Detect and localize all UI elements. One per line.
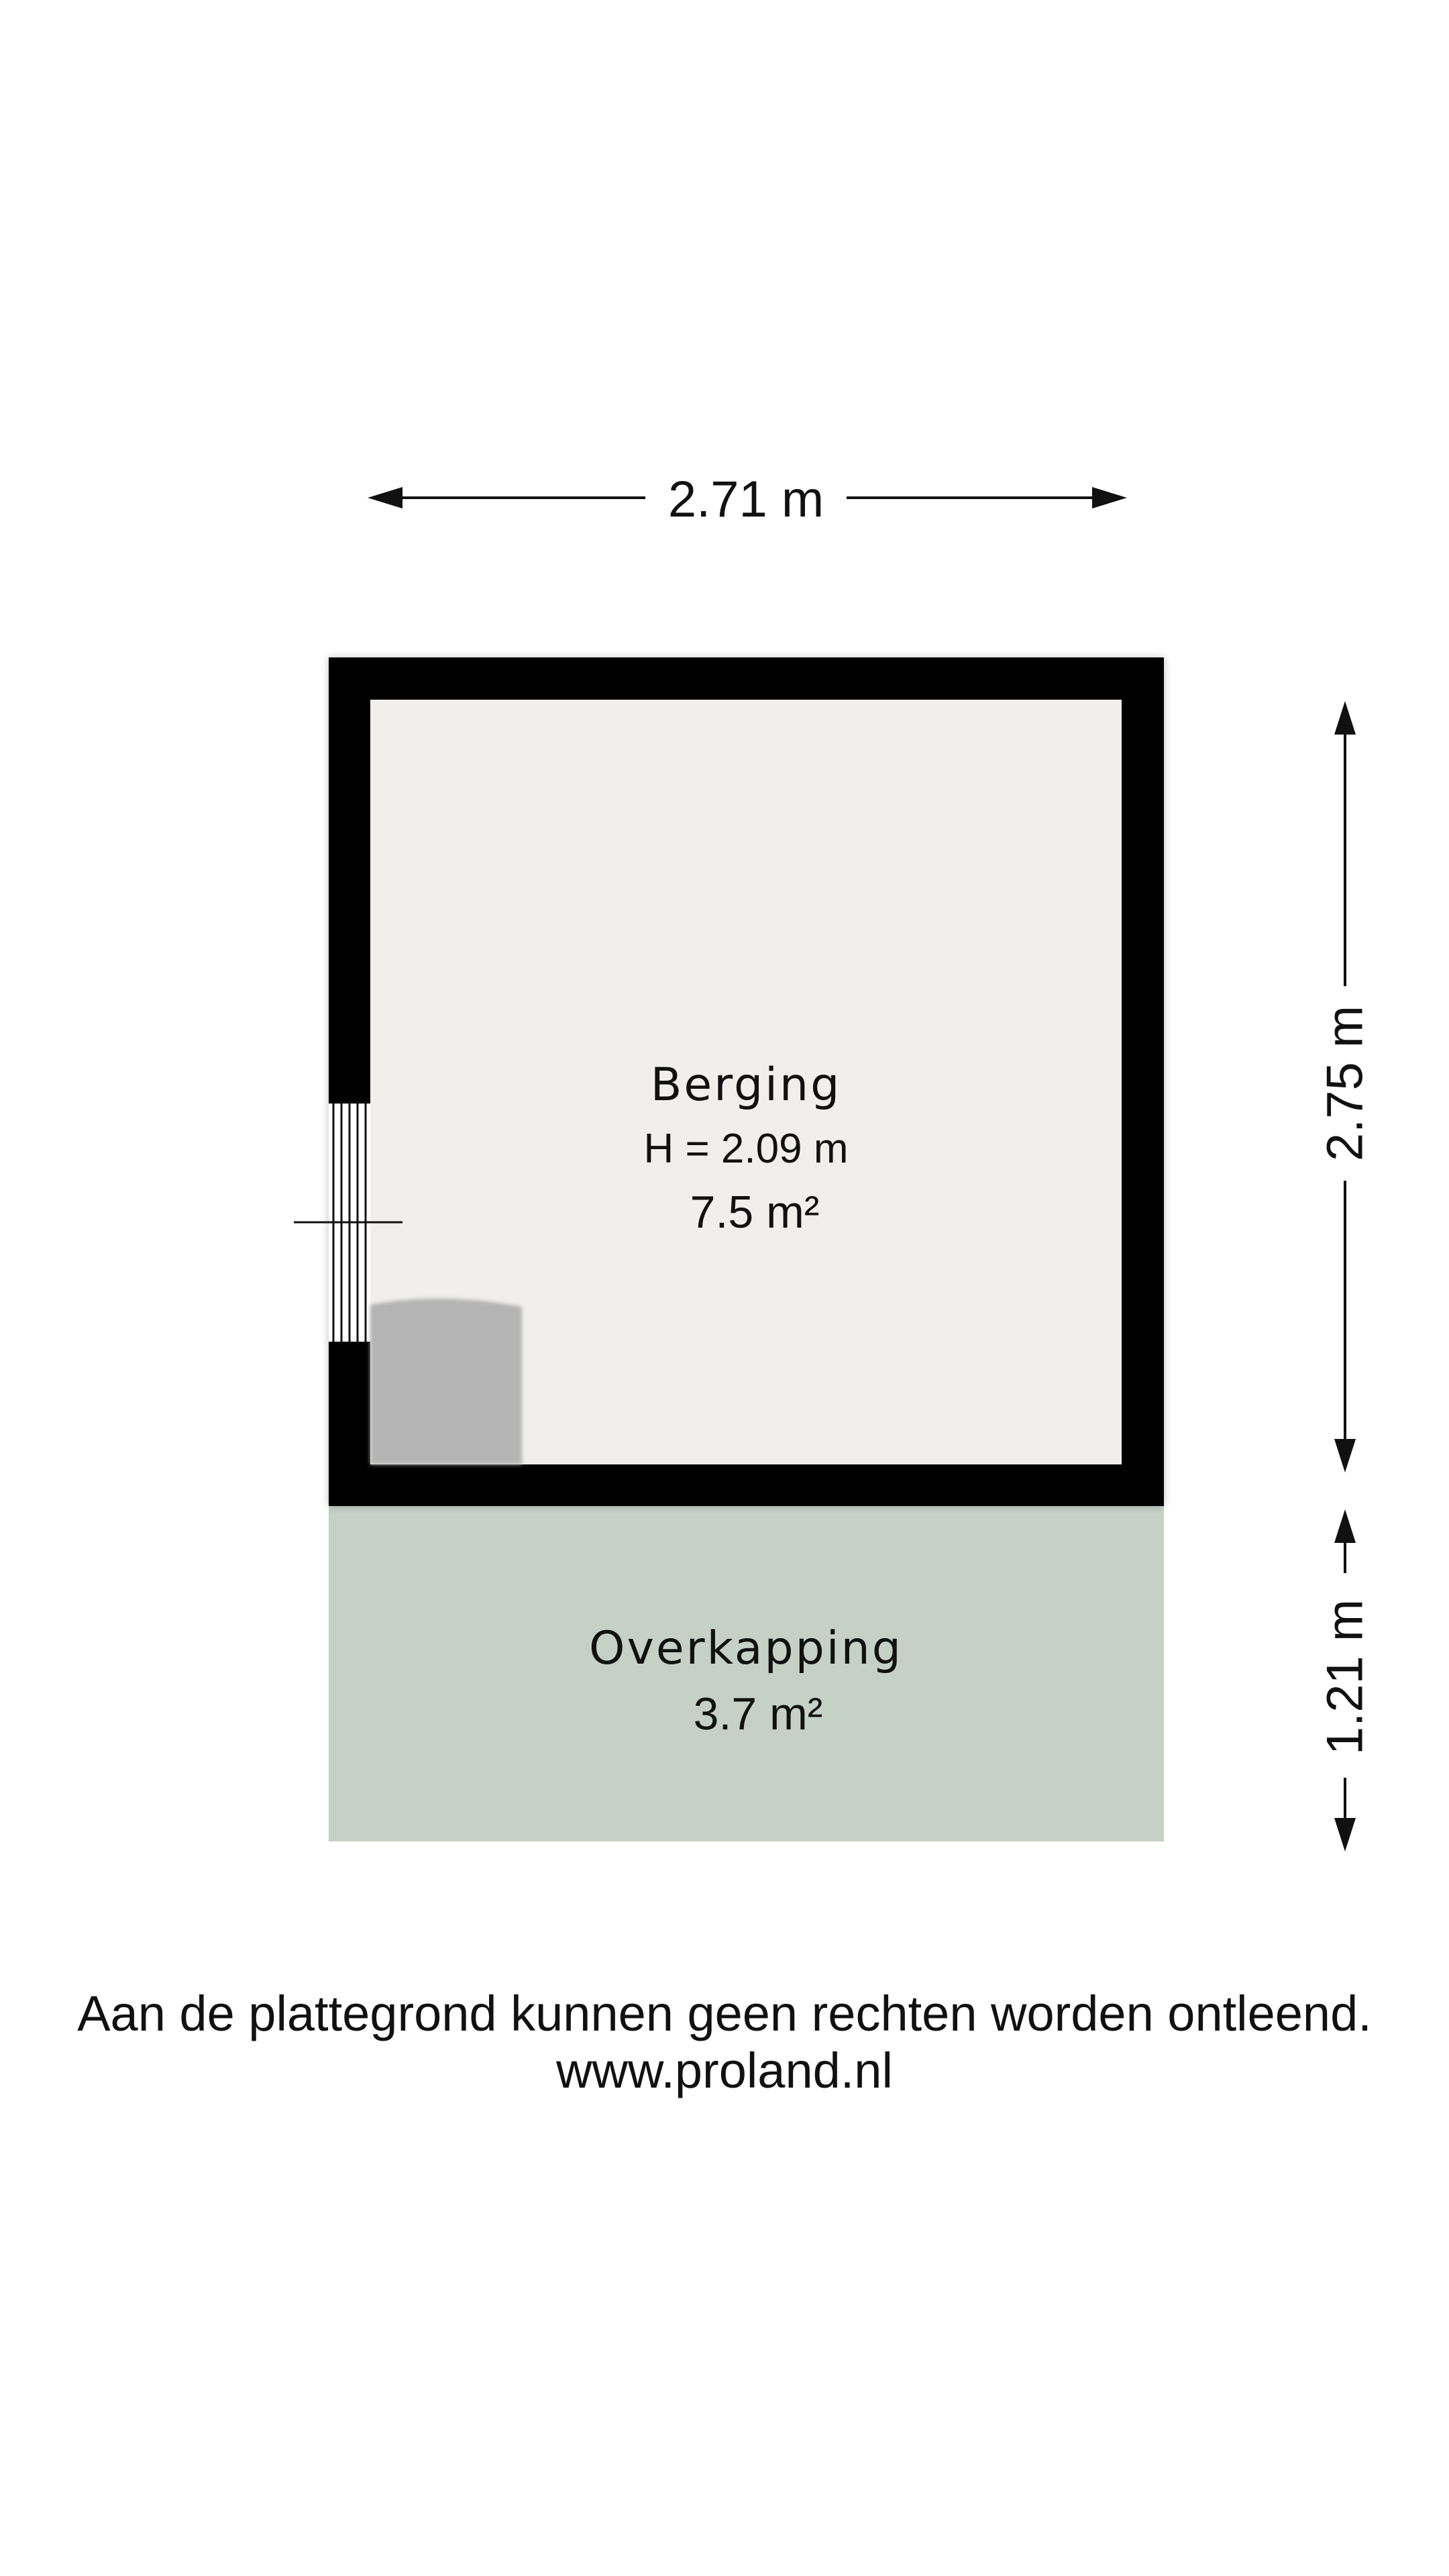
overkapping-name: Overkapping [589,1622,903,1675]
overkapping-area: 3.7 m² [693,1688,823,1739]
width-dimension [368,471,1127,528]
disclaimer-text: Aan de plattegrond kunnen geen rechten worden ontleend. [77,1986,1372,2041]
width-label: 2.71 m [667,471,824,528]
arrow-down-icon [1334,1439,1356,1472]
storage-fixture [370,1299,522,1464]
arrow-down-icon [1334,1818,1356,1851]
berging-height: H = 2.09 m [643,1126,849,1172]
arrow-up-icon [1334,701,1356,735]
arrow-left-icon [368,487,402,508]
website-text: www.proland.nl [556,2043,893,2098]
height-label: 2.75 m [1316,1005,1374,1162]
arrow-up-icon [1334,1509,1356,1543]
berging-area: 7.5 m² [690,1187,820,1238]
overhang-label: 1.21 m [1316,1599,1374,1756]
berging-name: Berging [650,1059,842,1112]
height-dimension [1317,701,1374,1472]
arrow-right-icon [1092,487,1127,508]
overhang-dimension [1317,1509,1374,1851]
